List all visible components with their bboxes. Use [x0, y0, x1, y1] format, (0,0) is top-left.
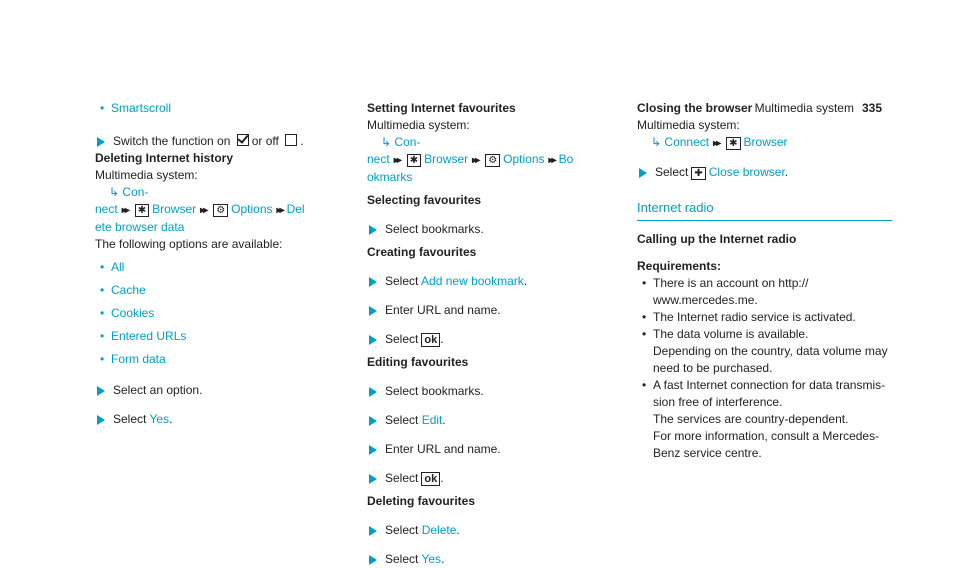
browser-icon: ✱	[135, 204, 149, 217]
heading-editing-favourites: Editing favourites	[367, 355, 469, 369]
menu-path: ↳ Con-	[381, 135, 421, 149]
column-1	[95, 100, 350, 428]
step-arrow-icon	[369, 445, 377, 455]
checkbox-checked-icon	[237, 134, 249, 146]
option-item: • Cookies	[95, 305, 350, 322]
step-arrow-icon	[369, 306, 377, 316]
gear-icon: ⚙	[485, 154, 500, 167]
section-title-internet-radio: Internet radio	[637, 199, 892, 221]
step-arrow-icon	[97, 415, 105, 425]
close-window-icon: ✚	[691, 167, 705, 180]
ok-icon: ok	[421, 472, 440, 486]
step-enter-url: Enter URL and name.	[367, 302, 622, 319]
step-select-edit: Select Edit.	[367, 412, 622, 429]
path-arrow-icon: ↳	[651, 135, 662, 149]
heading-closing-browser: Closing the browser	[637, 101, 753, 115]
step-arrow-icon	[369, 416, 377, 426]
step-select-close-browser: Select ✚ Close browser.	[637, 164, 892, 181]
heading-selecting-favourites: Selecting favourites	[367, 193, 482, 207]
path-label: Multimedia system:	[367, 118, 470, 132]
step-select-yes: Select Yes.	[95, 411, 350, 428]
step-select-ok-2: Select ok .	[367, 470, 622, 487]
requirements-label: Requirements:	[637, 259, 722, 273]
browser-icon: ✱	[407, 154, 421, 167]
path-label: Multimedia system:	[637, 118, 740, 132]
page-number: 335	[861, 101, 882, 115]
gear-icon: ⚙	[213, 204, 228, 217]
step-arrow-icon	[639, 168, 647, 178]
step-arrow-icon	[369, 387, 377, 397]
step-arrow-icon	[369, 335, 377, 345]
option-item: • Form data	[95, 351, 350, 368]
chevron-double-icon: ▸▸	[472, 155, 479, 166]
menu-path-end: okmarks	[367, 170, 413, 184]
step-enter-url-2: Enter URL and name.	[367, 441, 622, 458]
option-item: • Entered URLs	[95, 328, 350, 345]
header-title: Multimedia system	[754, 101, 854, 115]
browser-icon: ✱	[726, 137, 740, 150]
requirement-item: • There is an account on http:// www.mercedes.me.	[637, 275, 892, 309]
path-arrow-icon: ↳	[109, 185, 120, 199]
step-select-add-bookmark: Select Add new bookmark.	[367, 273, 622, 290]
step-arrow-icon	[369, 526, 377, 536]
step-arrow-icon	[97, 386, 105, 396]
ok-icon: ok	[421, 333, 440, 347]
step-arrow-icon	[369, 474, 377, 484]
chevron-double-icon: ▸▸	[393, 155, 400, 166]
option-item: • Cache	[95, 282, 350, 299]
menu-path: ↳ Connect ▸▸ ✱ Browser	[651, 135, 788, 149]
step-arrow-icon	[369, 225, 377, 235]
options-intro: The following options are available:	[95, 237, 283, 251]
heading-calling-up-radio: Calling up the Internet radio	[637, 232, 797, 246]
step-select-bookmarks-2: Select bookmarks.	[367, 383, 622, 400]
column-2	[367, 100, 622, 568]
path-arrow-icon: ↳	[381, 135, 392, 149]
step-select-bookmarks: Select bookmarks.	[367, 221, 622, 238]
heading-creating-favourites: Creating favourites	[367, 245, 477, 259]
step-arrow-icon	[97, 137, 105, 147]
step-arrow-icon	[369, 277, 377, 287]
option-item: • All	[95, 259, 350, 276]
heading-deleting-favourites: Deleting favourites	[367, 494, 476, 508]
chevron-double-icon: ▸▸	[548, 155, 555, 166]
chevron-double-icon: ▸▸	[121, 205, 128, 216]
chevron-double-icon: ▸▸	[276, 205, 283, 216]
heading-setting-favourites: Setting Internet favourites	[367, 101, 516, 115]
step-select-ok: Select ok .	[367, 331, 622, 348]
column-3	[637, 100, 892, 462]
path-label: Multimedia system:	[95, 168, 198, 182]
menu-path-cont: nect ▸▸ ✱ Browser ▸▸ ⚙ Options ▸▸ Del	[95, 202, 305, 216]
step-switch-function: Switch the function on or off .	[95, 133, 350, 150]
requirement-item: • A fast Internet connection for data transmis- sion free of interference. The services are country-dependent. For more information, consult a Mercedes- Benz service centre.	[637, 377, 892, 462]
menu-path-end: ete browser data	[95, 220, 185, 234]
checkbox-empty-icon	[285, 134, 297, 146]
bullet-smartscroll: • Smartscroll	[95, 100, 350, 117]
step-arrow-icon	[369, 555, 377, 565]
menu-path-cont: nect ▸▸ ✱ Browser ▸▸ ⚙ Options ▸▸ Bo	[367, 152, 574, 166]
chevron-double-icon: ▸▸	[200, 205, 207, 216]
heading-delete-history: Deleting Internet history	[95, 151, 234, 165]
step-select-yes: Select Yes.	[367, 551, 622, 568]
step-select-delete: Select Delete.	[367, 522, 622, 539]
requirement-item: • The data volume is available. Depending on the country, data volume may need to be purchased.	[637, 326, 892, 377]
requirement-item: • The Internet radio service is activated.	[637, 309, 892, 326]
chevron-double-icon: ▸▸	[713, 138, 720, 149]
step-select-option: Select an option.	[95, 382, 350, 399]
menu-path: ↳ Con-	[109, 185, 149, 199]
